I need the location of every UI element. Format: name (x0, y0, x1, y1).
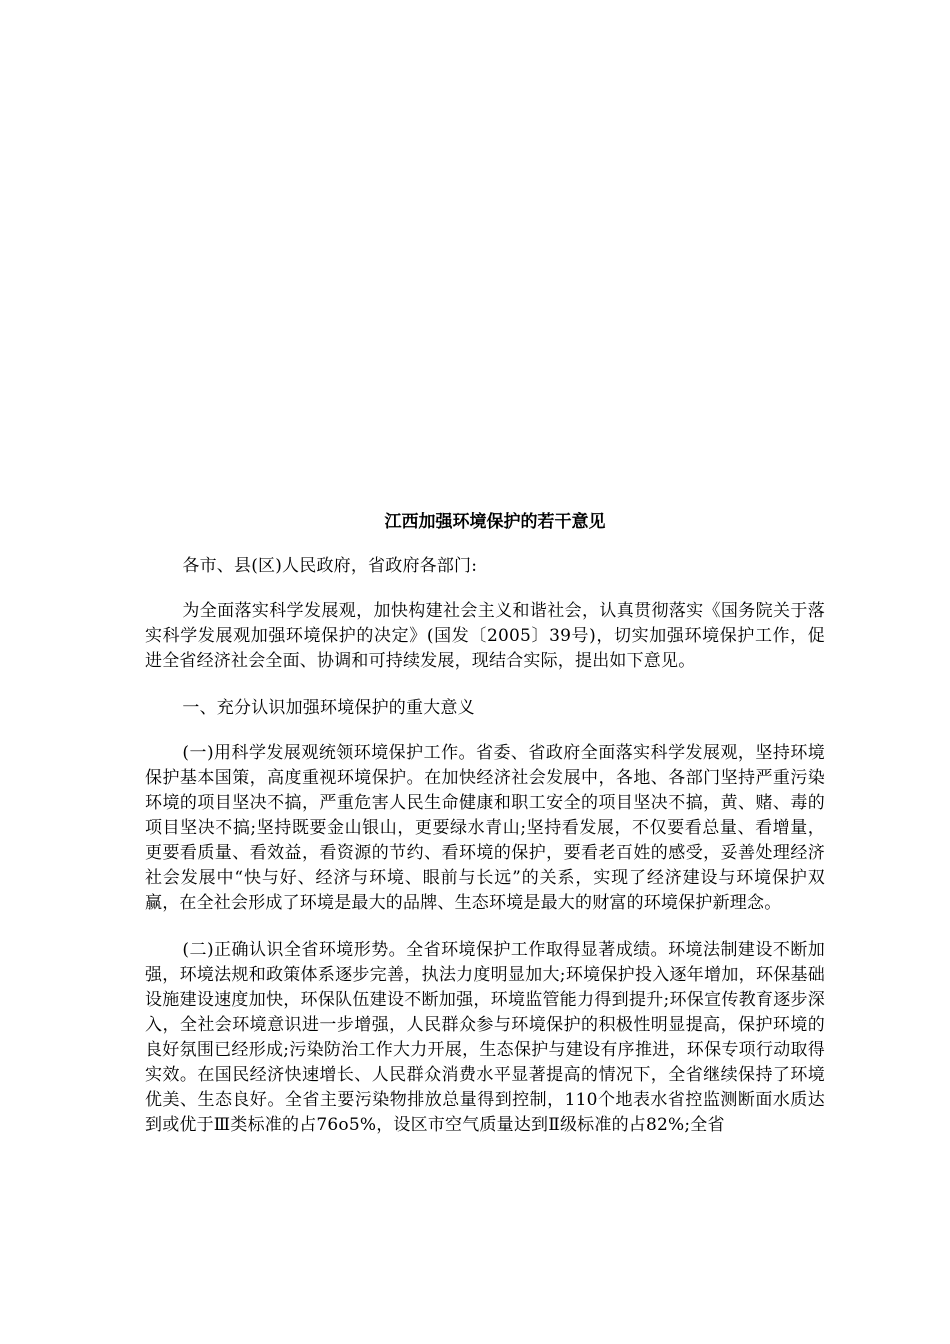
paragraph-intro: 为全面落实科学发展观，加快构建社会主义和谐社会，认真贯彻落实《国务院关于落实科学发展观加强环境保护的决定》(国发〔2005〕39号)，切实加强环境保护工作，促进全省经济社会全面、协调和可持续发展，现结合实际，提出如下意见。 (145, 601, 825, 671)
document-body (145, 508, 825, 1160)
paragraph-2: (二)正确认识全省环境形势。全省环境保护工作取得显著成绩。环境法制建设不断加强，环境法规和政策体系逐步完善，执法力度明显加大;环境保护投入逐年增加，环保基础设施建设速度加快，环保队伍建设不断加强，环境监管能力得到提升;环保宣传教育逐步深入，全社会环境意识进一步增强，人民群众参与环境保护的积极性明显提高，保护环境的良好氛围已经形成;污染防治工作大力开展，生态保护与建设有序推进，环保专项行动取得实效。在国民经济快速增长、人民群众消费水平显著提高的情况下，全省继续保持了环境优美、生态良好。全省主要污染物排放总量得到控制，110个地表水省控监测断面水质达到或优于Ⅲ类标准的占76o5%，设区市空气质量达到Ⅱ级标准的占82%;全省 (145, 940, 825, 1135)
document-title: 江西加强环境保护的若干意见 (384, 512, 606, 532)
salutation: 各市、县(区)人民政府，省政府各部门: (182, 556, 478, 576)
paragraph-1: (一)用科学发展观统领环境保护工作。省委、省政府全面落实科学发展观，坚持环境保护基本国策，高度重视环境保护。在加快经济社会发展中，各地、各部门坚持严重污染环境的项目坚决不搞，严重危害人民生命健康和职工安全的项目坚决不搞，黄、赌、毒的项目坚决不搞;坚持既要金山银山，更要绿水青山;坚持看发展，不仅要看总量、看增量，更要看质量、看效益，看资源的节约、看环境的保护，要看老百姓的感受，妥善处理经济社会发展中“快与好、经济与环境、眼前与长远”的关系，实现了经济建设与环境保护双赢，在全社会形成了环境是最大的品牌、生态环境是最大的财富的环境保护新理念。 (145, 743, 825, 913)
section-heading-1: 一、充分认识加强环境保护的重大意义 (182, 698, 475, 718)
